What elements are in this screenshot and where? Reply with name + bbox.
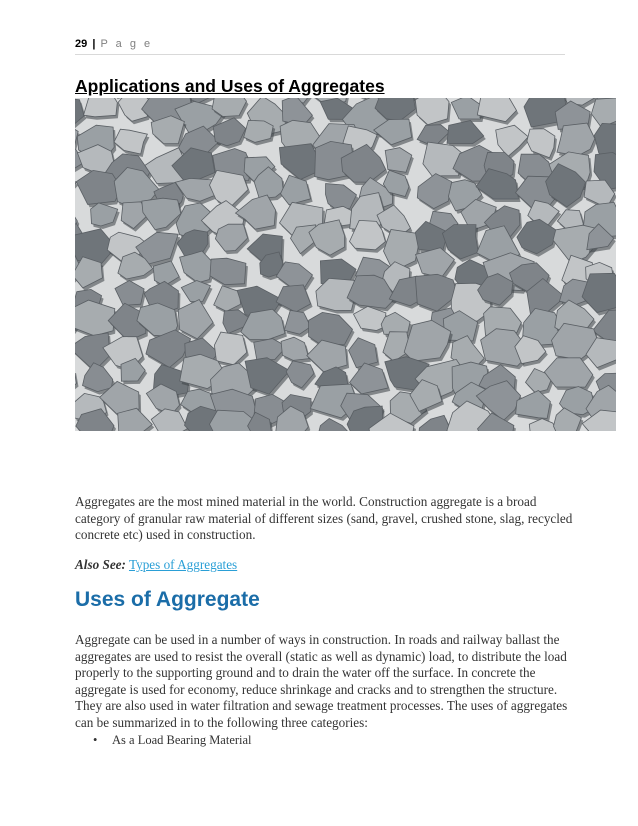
stone [118, 408, 153, 431]
page-header [75, 38, 565, 55]
stone [84, 98, 118, 117]
page-label: P a g e [100, 38, 153, 50]
list-item [75, 733, 252, 748]
stone [309, 312, 353, 344]
aggregate-photo [75, 98, 616, 431]
bullet-marker: • [93, 733, 98, 747]
stone [527, 129, 555, 158]
stone [142, 198, 181, 230]
also-see [75, 557, 237, 573]
stone [349, 338, 378, 368]
stone [244, 120, 274, 142]
stone [516, 391, 551, 419]
stone [83, 363, 113, 392]
also-see-label: Also See: [75, 557, 126, 572]
stone [326, 184, 357, 209]
page-title: Applications and Uses of Aggregates [75, 76, 385, 96]
header-separator: | [92, 38, 96, 50]
stone [591, 98, 616, 127]
stone [447, 121, 484, 144]
stone [151, 409, 187, 431]
stone [307, 340, 347, 372]
stone [496, 125, 529, 156]
types-of-aggregates-link[interactable]: Types of Aggregates [128, 557, 238, 572]
intro-paragraph: Aggregates are the most mined material in the world. Construction aggregate is a broad category of granular raw material of different sizes (sand, gravel, crushed stone, slag, recycled concrete etc) used in construction. [75, 494, 573, 542]
uses-list [75, 733, 252, 748]
stone-shadow [75, 173, 78, 203]
stone [75, 300, 115, 336]
stone [180, 251, 214, 283]
page-number: 29 [75, 38, 88, 50]
crushed-stone-image [75, 98, 616, 431]
section-heading: Uses of Aggregate [75, 588, 260, 611]
list-item-text: As a Load Bearing Material [112, 733, 252, 747]
stone [350, 363, 389, 394]
stone [286, 361, 314, 388]
stone [115, 281, 144, 306]
uses-paragraph: Aggregate can be used in a number of ways in construction. In roads and railway ballast the aggregates are used to resist the overall (static as well as dynamic) load, to distribute the load properly to the supporting ground and to drain the water off the surface. In concrete the aggregate is used for economy, reduce shrinkage and cracks and to strengthen the structure. They are also used in water filtration and sewage treatment processes. The uses of aggregates can be summarized in to the following three categories: [75, 632, 568, 730]
stone [281, 337, 309, 360]
